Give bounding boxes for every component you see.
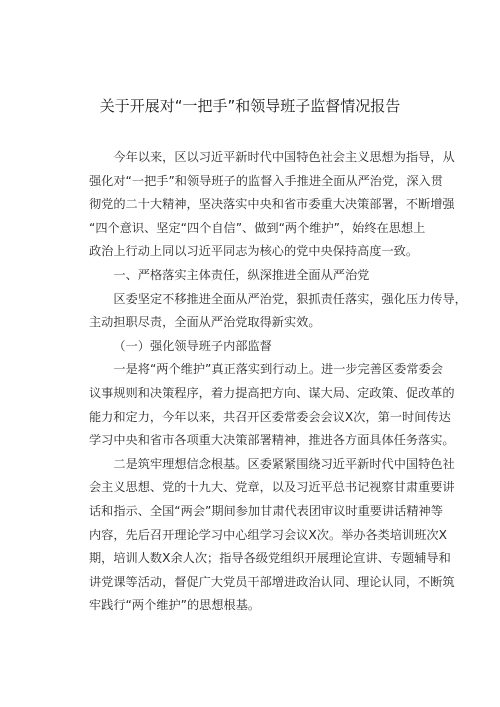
body-line: 强化对“一把手”和领导班子的监督入手推进全面从严治党，深入贯 [89,173,443,188]
body-line: 政治上行动上同以习近平同志为核心的党中央保持高度一致。 [89,244,419,259]
body-line: 会主义思想、党的十九大、党章，以及习近平总书记视察甘肃重要讲 [89,480,455,495]
subsection-heading: （一）强化领导班子内部监督 [113,338,272,353]
body-line: 区委坚定不移推进全面从严治党，狠抓责任落实，强化压力传导， [113,291,467,306]
document-body [89,146,467,618]
body-line: 一是将“两个维护”真正落实到行动上。进一步完善区委常委会 [113,362,443,377]
body-line: 内容，先后召开理论学习中心组学习会议X次。举办各类培训班次X [89,527,447,542]
body-line: 议事规则和决策程序，着力提高把方向、谋大局、定政策、促改革的 [89,385,455,400]
body-line: 讲党课等活动，督促广大党员干部增进政治认同、理论认同，不断筑 [89,574,455,589]
body-line: 彻党的二十大精神，坚决落实中央和省市委重大决策部署，不断增强 [89,197,455,212]
section-heading: 一、严格落实主体责任，纵深推进全面从严治党 [113,267,370,282]
body-line: 能力和定力，今年以来，共召开区委常委会会议X次，第一时间传达 [89,409,451,424]
document-title: 关于开展对“一把手”和领导班子监督情况报告 [99,97,401,115]
body-line: 期，培训人数X余人次；指导各级党组织开展理论宣讲、专题辅导和 [89,551,451,566]
body-line: 主动担职尽责，全面从严治党取得新实效。 [89,315,321,330]
body-line: 二是筑牢理想信念根基。区委紧紧围绕习近平新时代中国特色社 [113,456,455,471]
body-line: 牢践行“两个维护”的思想根基。 [89,598,261,613]
body-line: 话和指示、全国“两会”期间参加甘肃代表团审议时重要讲话精神等 [89,503,443,518]
body-line: “四个意识、坚定“四个自信”、做到“两个维护”，始终在思想上 [89,220,426,235]
body-line: 今年以来，区以习近平新时代中国特色社会主义思想为指导，从 [113,150,455,164]
body-line: 学习中央和省市各项重大决策部署精神，推进各方面具体任务落实。 [89,433,455,448]
